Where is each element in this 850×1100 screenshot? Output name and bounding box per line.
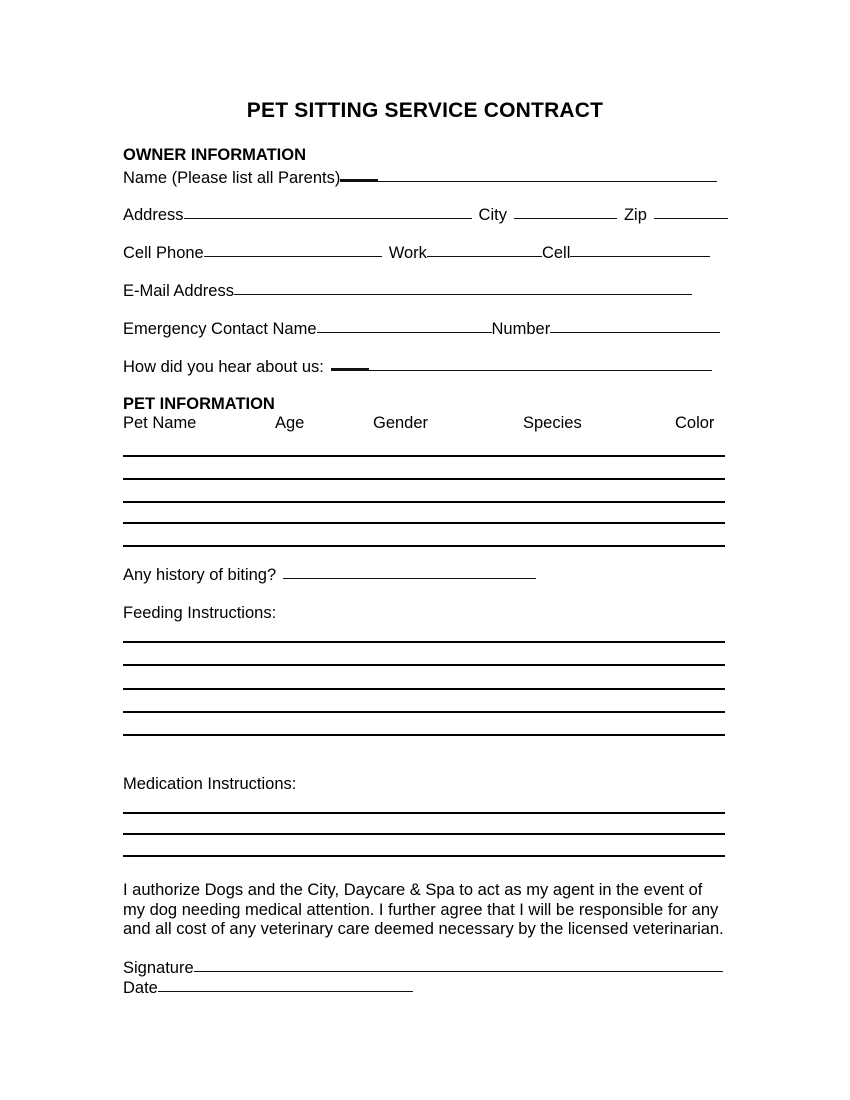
- authorization-paragraph: I authorize Dogs and the City, Daycare & Spa to act as my agent in the event of my dog needing medical attention. I further agree that I will be responsible for any and all cost of any veterinary care deemed necessary by the licensed veterinarian.: [123, 881, 724, 938]
- column-header-color: Color: [675, 414, 715, 432]
- feeding-instructions-label: Feeding Instructions:: [123, 604, 277, 622]
- owner-cell-label: Cell: [541, 244, 571, 262]
- owner-address-row: [123, 205, 728, 224]
- referral-row: [123, 357, 712, 376]
- owner-email-input[interactable]: [234, 281, 692, 295]
- owner-information-heading: OWNER INFORMATION: [123, 146, 307, 164]
- date-row: [123, 978, 413, 997]
- medication-instructions-line[interactable]: [123, 855, 725, 857]
- owner-city-label: City: [478, 206, 507, 224]
- referral-label: How did you hear about us:: [123, 358, 324, 376]
- pet-table-row-line[interactable]: [123, 501, 725, 503]
- owner-work-phone-input[interactable]: [427, 243, 542, 257]
- owner-email-label: E-Mail Address: [123, 282, 234, 300]
- medication-instructions-label: Medication Instructions:: [123, 775, 297, 793]
- pet-table-row-line[interactable]: [123, 522, 725, 524]
- pet-information-heading: PET INFORMATION: [123, 395, 275, 413]
- feeding-instructions-line[interactable]: [123, 688, 725, 690]
- pet-table-row-line[interactable]: [123, 545, 725, 547]
- date-label: Date: [123, 979, 158, 997]
- owner-zip-input[interactable]: [654, 205, 728, 219]
- referral-input[interactable]: [331, 357, 712, 371]
- feeding-instructions-line[interactable]: [123, 734, 725, 736]
- signature-input[interactable]: [194, 958, 723, 972]
- feeding-instructions-line[interactable]: [123, 641, 725, 643]
- signature-row: [123, 958, 723, 977]
- medication-instructions-line[interactable]: [123, 812, 725, 814]
- biting-history-row: [123, 565, 536, 584]
- pet-table-row-line[interactable]: [123, 455, 725, 457]
- column-header-species: Species: [523, 414, 582, 432]
- owner-alt-cell-input[interactable]: [570, 243, 710, 257]
- biting-history-input[interactable]: [283, 565, 536, 579]
- page-title: PET SITTING SERVICE CONTRACT: [246, 99, 604, 122]
- owner-email-row: [123, 281, 692, 300]
- signature-label: Signature: [123, 959, 194, 977]
- owner-address-label: Address: [123, 206, 184, 224]
- biting-history-label: Any history of biting?: [123, 566, 277, 584]
- owner-name-input[interactable]: [340, 168, 717, 182]
- owner-address-input[interactable]: [184, 205, 472, 219]
- owner-phones-row: [123, 243, 710, 262]
- medication-instructions-line[interactable]: [123, 833, 725, 835]
- emergency-contact-number-input[interactable]: [550, 319, 720, 333]
- date-input[interactable]: [158, 978, 413, 992]
- owner-zip-label: Zip: [623, 206, 647, 224]
- owner-name-row: [123, 168, 717, 187]
- emergency-contact-name-input[interactable]: [317, 319, 492, 333]
- owner-cell-phone-label: Cell Phone: [123, 244, 204, 262]
- emergency-contact-label: Emergency Contact Name: [123, 320, 317, 338]
- emergency-contact-row: [123, 319, 720, 338]
- column-header-gender: Gender: [373, 414, 429, 432]
- feeding-instructions-line[interactable]: [123, 664, 725, 666]
- owner-name-label: Name (Please list all Parents): [123, 169, 341, 187]
- emergency-number-label: Number: [491, 320, 551, 338]
- column-header-pet-name: Pet Name: [123, 414, 197, 432]
- owner-city-input[interactable]: [514, 205, 617, 219]
- column-header-age: Age: [275, 414, 305, 432]
- owner-work-label: Work: [388, 244, 427, 262]
- pet-table-row-line[interactable]: [123, 478, 725, 480]
- feeding-instructions-line[interactable]: [123, 711, 725, 713]
- owner-cell-phone-input[interactable]: [204, 243, 382, 257]
